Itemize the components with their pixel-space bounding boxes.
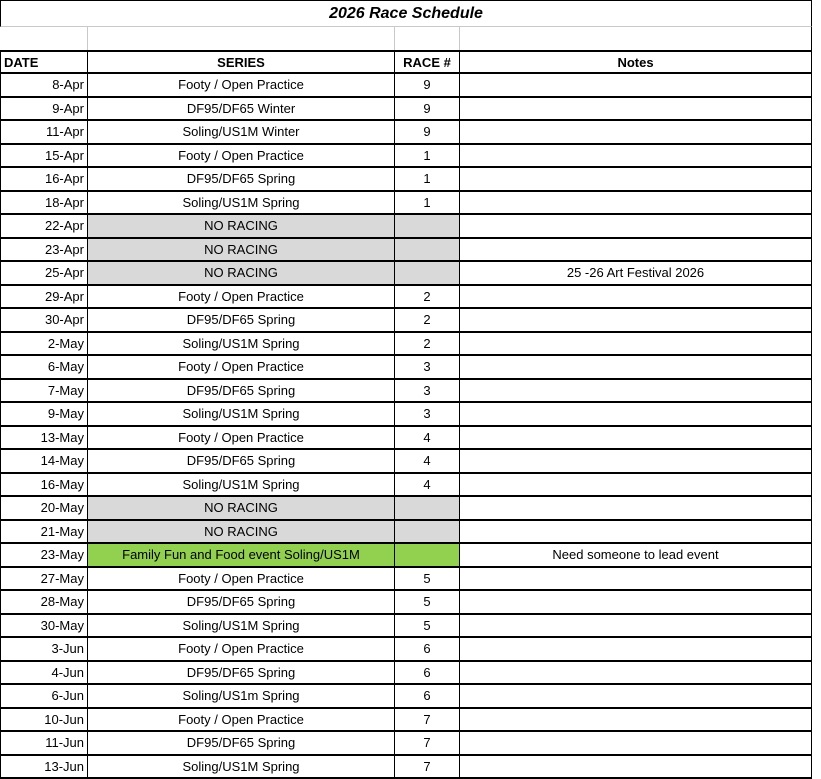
date-cell[interactable]: 15-Apr bbox=[0, 145, 88, 167]
date-cell[interactable]: 30-Apr bbox=[0, 309, 88, 331]
table-body bbox=[0, 74, 812, 779]
table-row bbox=[0, 756, 812, 779]
notes-cell[interactable] bbox=[460, 474, 812, 496]
race-number-cell[interactable] bbox=[395, 497, 460, 519]
series-cell[interactable]: NO RACING bbox=[88, 497, 395, 519]
race-number-cell[interactable]: 6 bbox=[395, 662, 460, 684]
race-number-cell[interactable]: 6 bbox=[395, 685, 460, 707]
column-header-series[interactable]: SERIES bbox=[88, 52, 395, 72]
table-row bbox=[0, 192, 812, 216]
notes-cell[interactable]: Need someone to lead event bbox=[460, 544, 812, 566]
date-cell[interactable]: 21-May bbox=[0, 521, 88, 543]
table-row bbox=[0, 168, 812, 192]
date-cell[interactable]: 22-Apr bbox=[0, 215, 88, 237]
race-number-cell[interactable]: 1 bbox=[395, 168, 460, 190]
table-row bbox=[0, 262, 812, 286]
table-row bbox=[0, 215, 812, 239]
series-cell[interactable]: Soling/US1M Spring bbox=[88, 192, 395, 214]
notes-cell[interactable] bbox=[460, 685, 812, 707]
table-row bbox=[0, 121, 812, 145]
race-number-cell[interactable]: 3 bbox=[395, 380, 460, 402]
date-cell[interactable]: 13-Jun bbox=[0, 756, 88, 778]
table-row bbox=[0, 568, 812, 592]
notes-cell[interactable] bbox=[460, 121, 812, 143]
series-cell[interactable]: Soling/US1M Winter bbox=[88, 121, 395, 143]
race-number-cell[interactable] bbox=[395, 262, 460, 284]
table-row bbox=[0, 309, 812, 333]
series-cell[interactable]: DF95/DF65 Winter bbox=[88, 98, 395, 120]
date-cell[interactable]: 16-Apr bbox=[0, 168, 88, 190]
race-number-cell[interactable]: 6 bbox=[395, 638, 460, 660]
race-number-cell[interactable] bbox=[395, 239, 460, 261]
table-row bbox=[0, 591, 812, 615]
spacer-row bbox=[0, 27, 812, 50]
series-cell[interactable]: Soling/US1M Spring bbox=[88, 333, 395, 355]
race-number-cell[interactable]: 4 bbox=[395, 427, 460, 449]
race-number-cell[interactable]: 2 bbox=[395, 309, 460, 331]
race-number-cell[interactable] bbox=[395, 544, 460, 566]
table-row bbox=[0, 74, 812, 98]
race-number-cell[interactable]: 3 bbox=[395, 356, 460, 378]
table-row bbox=[0, 474, 812, 498]
notes-cell[interactable] bbox=[460, 380, 812, 402]
notes-cell[interactable] bbox=[460, 756, 812, 778]
series-cell[interactable]: Footy / Open Practice bbox=[88, 356, 395, 378]
date-cell[interactable]: 11-Jun bbox=[0, 732, 88, 754]
series-cell[interactable]: Footy / Open Practice bbox=[88, 709, 395, 731]
date-cell[interactable]: 9-May bbox=[0, 403, 88, 425]
notes-cell[interactable] bbox=[460, 615, 812, 637]
notes-cell[interactable] bbox=[460, 333, 812, 355]
date-cell[interactable]: 25-Apr bbox=[0, 262, 88, 284]
series-cell[interactable]: DF95/DF65 Spring bbox=[88, 380, 395, 402]
column-header-notes[interactable]: Notes bbox=[460, 52, 812, 72]
table-row bbox=[0, 239, 812, 263]
series-cell[interactable]: Footy / Open Practice bbox=[88, 74, 395, 96]
notes-cell[interactable] bbox=[460, 145, 812, 167]
series-cell[interactable]: Footy / Open Practice bbox=[88, 427, 395, 449]
race-number-cell[interactable]: 4 bbox=[395, 450, 460, 472]
column-header-date[interactable]: DATE bbox=[0, 52, 88, 72]
race-number-cell[interactable]: 9 bbox=[395, 98, 460, 120]
race-number-cell[interactable]: 2 bbox=[395, 333, 460, 355]
notes-cell[interactable] bbox=[460, 521, 812, 543]
series-cell[interactable]: Soling/US1m Spring bbox=[88, 685, 395, 707]
notes-cell[interactable] bbox=[460, 239, 812, 261]
series-cell[interactable]: Footy / Open Practice bbox=[88, 286, 395, 308]
notes-cell[interactable] bbox=[460, 497, 812, 519]
notes-cell[interactable] bbox=[460, 215, 812, 237]
notes-cell[interactable] bbox=[460, 356, 812, 378]
series-cell[interactable]: DF95/DF65 Spring bbox=[88, 168, 395, 190]
notes-cell[interactable] bbox=[460, 709, 812, 731]
notes-cell[interactable] bbox=[460, 403, 812, 425]
series-cell[interactable]: Footy / Open Practice bbox=[88, 638, 395, 660]
date-cell[interactable]: 10-Jun bbox=[0, 709, 88, 731]
date-cell[interactable]: 29-Apr bbox=[0, 286, 88, 308]
date-cell[interactable]: 7-May bbox=[0, 380, 88, 402]
spacer-cell bbox=[88, 27, 395, 50]
table-row bbox=[0, 662, 812, 686]
notes-cell[interactable] bbox=[460, 662, 812, 684]
notes-cell[interactable] bbox=[460, 427, 812, 449]
notes-cell[interactable] bbox=[460, 638, 812, 660]
table-row bbox=[0, 427, 812, 451]
series-cell[interactable]: Footy / Open Practice bbox=[88, 145, 395, 167]
notes-cell[interactable] bbox=[460, 168, 812, 190]
sheet-title[interactable]: 2026 Race Schedule bbox=[0, 0, 812, 27]
series-cell[interactable]: DF95/DF65 Spring bbox=[88, 309, 395, 331]
race-number-cell[interactable]: 1 bbox=[395, 145, 460, 167]
race-number-cell[interactable]: 2 bbox=[395, 286, 460, 308]
date-cell[interactable]: 6-Jun bbox=[0, 685, 88, 707]
date-cell[interactable]: 6-May bbox=[0, 356, 88, 378]
notes-cell[interactable] bbox=[460, 192, 812, 214]
date-cell[interactable]: 9-Apr bbox=[0, 98, 88, 120]
date-cell[interactable]: 13-May bbox=[0, 427, 88, 449]
table-row bbox=[0, 98, 812, 122]
series-cell[interactable]: Soling/US1M Spring bbox=[88, 756, 395, 778]
series-cell[interactable]: NO RACING bbox=[88, 215, 395, 237]
table-row bbox=[0, 521, 812, 545]
date-cell[interactable]: 30-May bbox=[0, 615, 88, 637]
date-cell[interactable]: 14-May bbox=[0, 450, 88, 472]
date-cell[interactable]: 18-Apr bbox=[0, 192, 88, 214]
date-cell[interactable]: 28-May bbox=[0, 591, 88, 613]
race-number-cell[interactable]: 4 bbox=[395, 474, 460, 496]
date-cell[interactable]: 4-Jun bbox=[0, 662, 88, 684]
series-cell[interactable]: NO RACING bbox=[88, 521, 395, 543]
date-cell[interactable]: 23-May bbox=[0, 544, 88, 566]
notes-cell[interactable] bbox=[460, 450, 812, 472]
spacer-cell bbox=[0, 27, 88, 50]
table-row bbox=[0, 497, 812, 521]
notes-cell[interactable] bbox=[460, 309, 812, 331]
race-number-cell[interactable]: 3 bbox=[395, 403, 460, 425]
spacer-cell bbox=[395, 27, 460, 50]
series-cell[interactable]: NO RACING bbox=[88, 239, 395, 261]
series-cell[interactable]: DF95/DF65 Spring bbox=[88, 450, 395, 472]
race-number-cell[interactable] bbox=[395, 521, 460, 543]
table-row bbox=[0, 403, 812, 427]
race-number-cell[interactable]: 7 bbox=[395, 732, 460, 754]
series-cell[interactable]: Soling/US1M Spring bbox=[88, 615, 395, 637]
table-row bbox=[0, 333, 812, 357]
table-row bbox=[0, 615, 812, 639]
series-cell[interactable]: NO RACING bbox=[88, 262, 395, 284]
table-row bbox=[0, 709, 812, 733]
series-cell[interactable]: Soling/US1M Spring bbox=[88, 403, 395, 425]
notes-cell[interactable] bbox=[460, 286, 812, 308]
date-cell[interactable]: 11-Apr bbox=[0, 121, 88, 143]
notes-cell[interactable] bbox=[460, 591, 812, 613]
notes-cell[interactable] bbox=[460, 74, 812, 96]
notes-cell[interactable]: 25 -26 Art Festival 2026 bbox=[460, 262, 812, 284]
table-row bbox=[0, 145, 812, 169]
table-header-row bbox=[0, 50, 812, 74]
series-cell[interactable]: Family Fun and Food event Soling/US1M bbox=[88, 544, 395, 566]
table-row bbox=[0, 732, 812, 756]
race-number-cell[interactable]: 5 bbox=[395, 615, 460, 637]
table-row bbox=[0, 685, 812, 709]
race-number-cell[interactable]: 7 bbox=[395, 709, 460, 731]
race-number-cell[interactable]: 5 bbox=[395, 591, 460, 613]
date-cell[interactable]: 2-May bbox=[0, 333, 88, 355]
table-row bbox=[0, 286, 812, 310]
date-cell[interactable]: 16-May bbox=[0, 474, 88, 496]
series-cell[interactable]: DF95/DF65 Spring bbox=[88, 662, 395, 684]
race-number-cell[interactable]: 9 bbox=[395, 74, 460, 96]
series-cell[interactable]: Footy / Open Practice bbox=[88, 568, 395, 590]
date-cell[interactable]: 27-May bbox=[0, 568, 88, 590]
table-row bbox=[0, 638, 812, 662]
date-cell[interactable]: 3-Jun bbox=[0, 638, 88, 660]
race-number-cell[interactable]: 7 bbox=[395, 756, 460, 778]
column-header-race-number[interactable]: RACE # bbox=[395, 52, 460, 72]
table-row bbox=[0, 544, 812, 568]
notes-cell[interactable] bbox=[460, 98, 812, 120]
notes-cell[interactable] bbox=[460, 568, 812, 590]
race-number-cell[interactable] bbox=[395, 215, 460, 237]
spacer-cell bbox=[460, 27, 812, 50]
table-row bbox=[0, 380, 812, 404]
date-cell[interactable]: 20-May bbox=[0, 497, 88, 519]
table-row bbox=[0, 450, 812, 474]
series-cell[interactable]: DF95/DF65 Spring bbox=[88, 732, 395, 754]
table-row bbox=[0, 356, 812, 380]
date-cell[interactable]: 23-Apr bbox=[0, 239, 88, 261]
race-number-cell[interactable]: 9 bbox=[395, 121, 460, 143]
series-cell[interactable]: DF95/DF65 Spring bbox=[88, 591, 395, 613]
race-number-cell[interactable]: 5 bbox=[395, 568, 460, 590]
date-cell[interactable]: 8-Apr bbox=[0, 74, 88, 96]
notes-cell[interactable] bbox=[460, 732, 812, 754]
series-cell[interactable]: Soling/US1M Spring bbox=[88, 474, 395, 496]
race-number-cell[interactable]: 1 bbox=[395, 192, 460, 214]
